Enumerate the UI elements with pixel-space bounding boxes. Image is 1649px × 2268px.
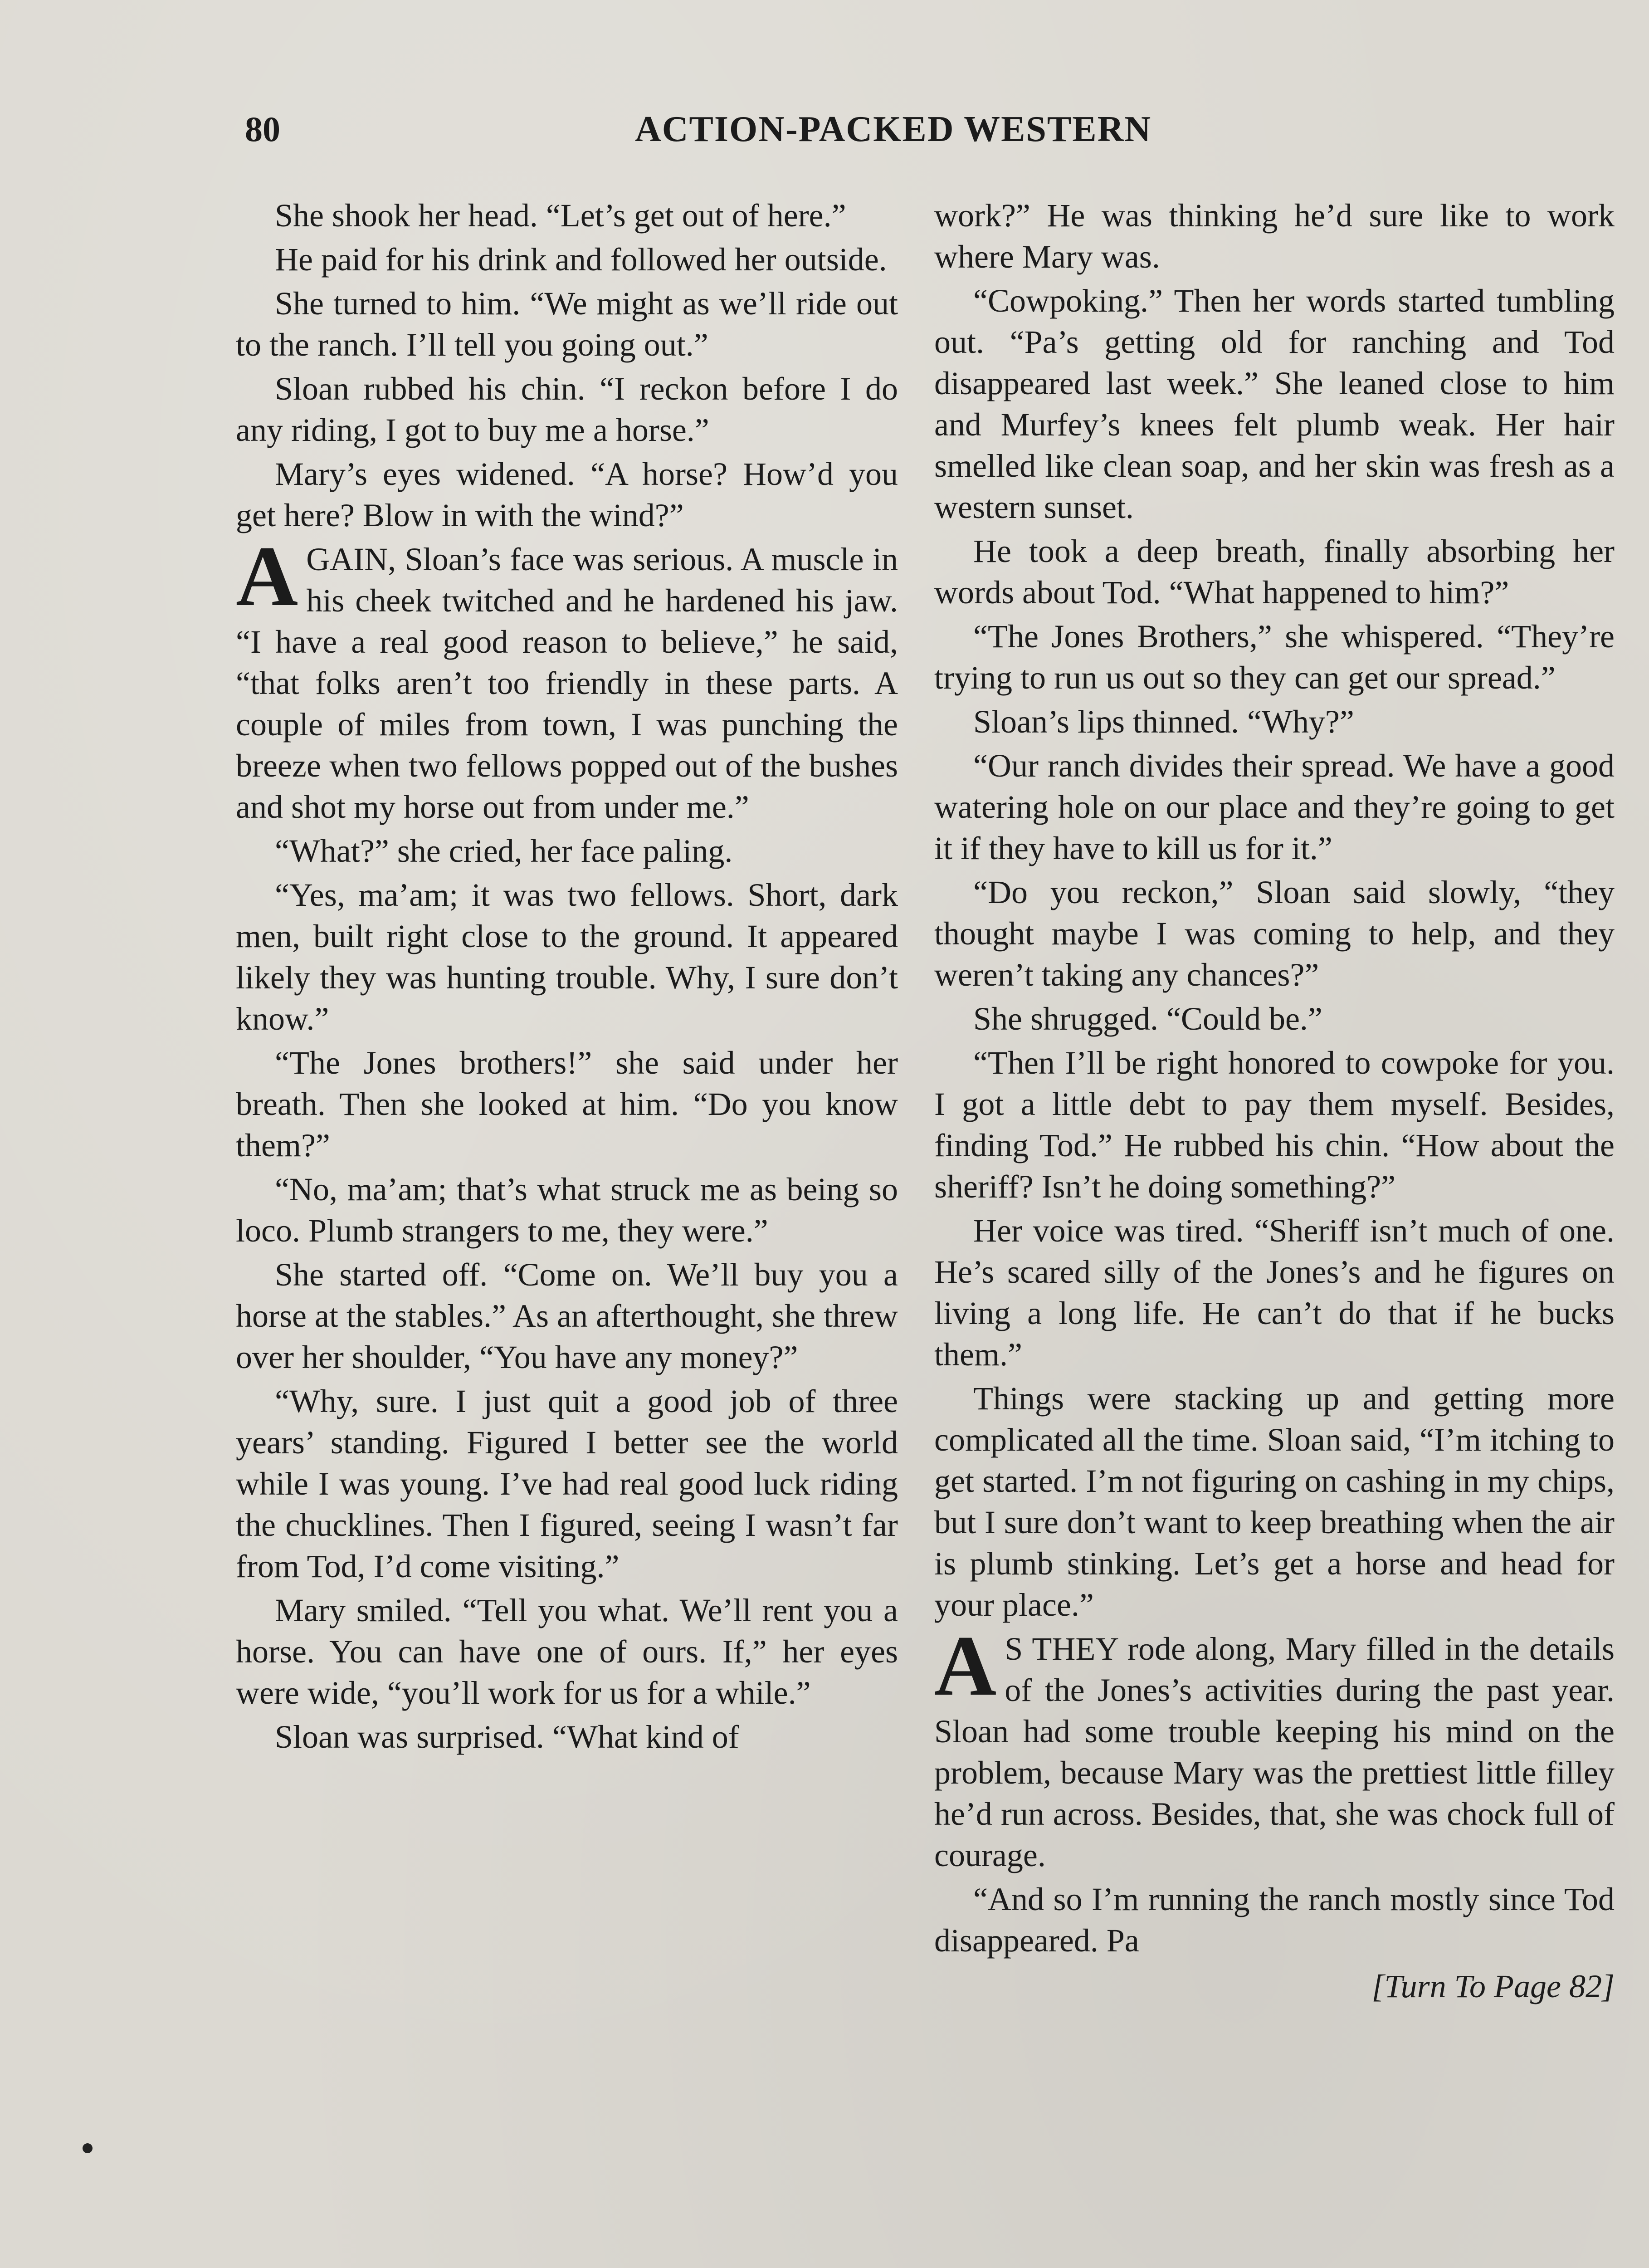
paragraph: Mary smiled. “Tell you what. We’ll rent you a horse. You can have one of ours. If,” her eyes were wide, “you’ll work for us for a while.”: [236, 1592, 898, 1711]
paragraph: He took a deep breath, finally absorbing her words about Tod. “What happened to him?”: [934, 533, 1615, 611]
running-head: ACTION-PACKED WESTERN: [635, 109, 1152, 149]
paragraph: “And so I’m running the ranch mostly since Tod disappeared. Pa: [934, 1881, 1615, 1959]
paragraph: “Do you reckon,” Sloan said slowly, “they thought maybe I was coming to help, and they weren’t taking any chances?”: [934, 874, 1615, 993]
paragraph: “The Jones brothers!” she said under her breath. Then she looked at him. “Do you know them?”: [236, 1045, 898, 1163]
drop-cap: A: [236, 529, 298, 624]
paragraph: Sloan rubbed his chin. “I reckon before I do any riding, I got to buy me a horse.”: [236, 371, 898, 448]
section-opening: [934, 1618, 1615, 1876]
paragraph: Her voice was tired. “Sheriff isn’t much of one. He’s scared silly of the Jones’s and he figures on living a long life. He can’t do that if he bucks them.”: [934, 1212, 1615, 1373]
paragraph: “Cowpoking.” Then her words started tumbling out. “Pa’s getting old for ranching and Tod disappeared last week.” She leaned close to him and Murfey’s knees felt plumb weak. Her hair smelled like clean soap, and her skin was fresh as a western sunset.: [934, 283, 1615, 525]
page-number: 80: [245, 109, 280, 149]
paragraph: She shook her head. “Let’s get out of here.”: [275, 197, 846, 234]
paragraph: “Why, sure. I just quit a good job of three years’ standing. Figured I better see the world while I was young. I’ve had real good luck riding the chucklines. Then I figured, seeing I wasn’t far from Tod, I’d come visiting.”: [236, 1383, 898, 1584]
paragraph: Mary’s eyes widened. “A horse? How’d you get here? Blow in with the wind?”: [236, 456, 898, 533]
paragraph: “The Jones Brothers,” she whispered. “They’re trying to run us out so they can get our spread.”: [934, 618, 1615, 696]
section-lead-text: S THEY rode along, Mary filled in the details of the Jones’s activities during the past year. Sloan had some trouble keeping his mind on the problem, because Mary was the prettiest little filley he’d run across. Besides, that, she was chock full of courage.: [934, 1631, 1615, 1873]
section-lead-text: GAIN, Sloan’s face was serious. A muscle in his cheek twitched and he hardened his jaw. “I have a real good reason to believe,” he said, “that folks aren’t too friendly in these parts. A couple of miles from town, I was punching the breeze when two fellows popped out of the bushes and shot my horse out from under me.”: [236, 541, 898, 825]
paragraph: Sloan was surprised. “What kind of: [275, 1719, 739, 1755]
paragraph: She started off. “Come on. We’ll buy you a horse at the stables.” As an afterthought, she threw over her shoulder, “You have any money?”: [236, 1256, 898, 1375]
left-column: [236, 195, 898, 2268]
paragraph-continuation: work?” He was thinking he’d sure like to work where Mary was.: [934, 197, 1615, 275]
paragraph: “Then I’ll be right honored to cowpoke for you. I got a little debt to pay them myself. Besides, finding Tod.” He rubbed his chin. “How about the sheriff? Isn’t he doing something?”: [934, 1045, 1615, 1205]
ink-speck: [83, 2143, 93, 2153]
paragraph: He paid for his drink and followed her outside.: [275, 241, 887, 278]
paragraph: “Our ranch divides their spread. We have a good watering hole on our place and they’re going to get it if they have to kill us for it.”: [934, 748, 1615, 866]
paragraph: Sloan’s lips thinned. “Why?”: [973, 704, 1354, 740]
paragraph: “No, ma’am; that’s what struck me as being so loco. Plumb strangers to me, they were.”: [236, 1171, 898, 1249]
page-header: [245, 107, 1413, 156]
paragraph: Things were stacking up and getting more complicated all the time. Sloan said, “I’m itching to get started. I’m not figuring on cashing in my chips, but I sure don’t want to keep breathing when the air is plumb stinking. Let’s get a horse and head for your place.”: [934, 1380, 1615, 1623]
paragraph: “Yes, ma’am; it was two fellows. Short, dark men, built right close to the ground. It appeared likely they was hunting trouble. Why, I sure don’t know.”: [236, 877, 898, 1037]
paragraph: She shrugged. “Could be.”: [973, 1001, 1322, 1037]
paragraph: “What?” she cried, her face paling.: [275, 833, 733, 869]
right-column: [934, 195, 1615, 2268]
section-opening: [236, 529, 898, 828]
drop-cap: A: [934, 1618, 997, 1714]
jump-line: [Turn To Page 82]: [1371, 1968, 1615, 2004]
paragraph: She turned to him. “We might as we’ll ride out to the ranch. I’ll tell you going out.”: [236, 285, 898, 363]
